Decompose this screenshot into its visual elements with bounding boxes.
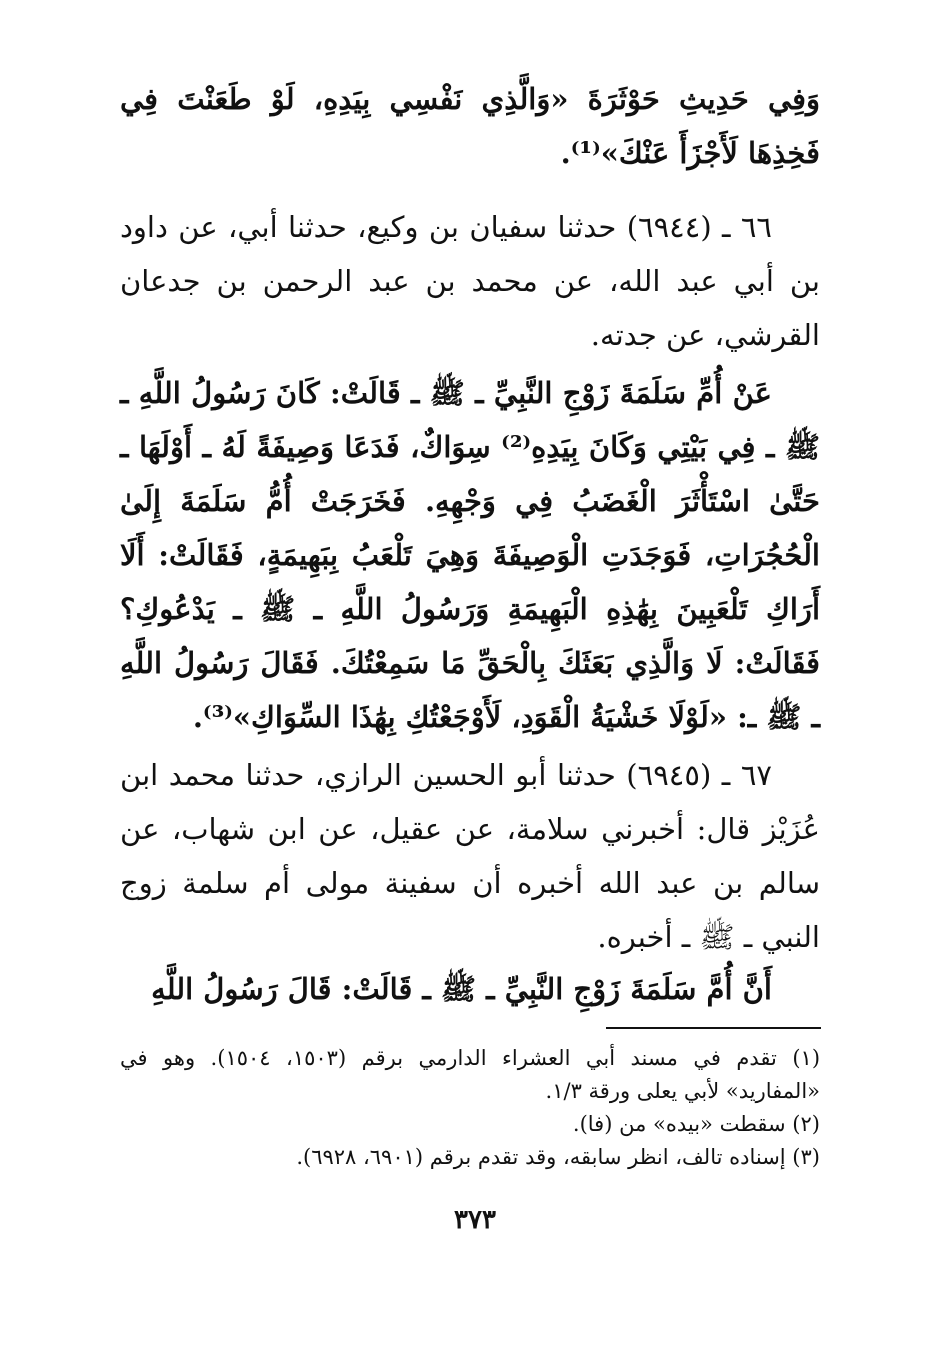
hadith-continuation [120,72,820,180]
footnote-3: (٣) إسناده تالف، انظر سابقه، وقد تقدم برقم (٦٩٠١، ٦٩٢٨). [296,1145,820,1169]
paragraph-matn-umm-salama: عَنْ أُمِّ سَلَمَةَ زَوْجِ النَّبِيِّ ـ ﷺ ـ قَالَتْ: كَانَ رَسُولُ اللَّهِ ـ ﷺ ـ فِي بَيْتِي وَكَانَ بِيَدِهِ⁽²⁾ سِوَاكٌ، فَدَعَا وَصِيفَةً لَهُ ـ أَوْلَهَا ـ حَتَّىٰ اسْتَأْثَرَ الْغَضَبُ فِي وَجْهِهِ. فَخَرَجَتْ أُمُّ سَلَمَةَ إِلَىٰ الْحُجُرَاتِ، فَوَجَدَتِ الْوَصِيفَةَ وَهِيَ تَلْعَبُ بِبَهِيمَةٍ، فَقَالَتْ: أَلَا أَرَاكِ تَلْعَبِينَ بِهَٰذِهِ الْبَهِيمَةِ وَرَسُولُ اللَّهِ ـ ﷺ ـ يَدْعُوكِ؟ فَقَالَتْ: لَا وَالَّذِي بَعَثَكَ بِالْحَقِّ مَا سَمِعْتُكَ. فَقَالَ رَسُولُ اللَّهِ ـ ﷺ ـ: «لَوْلَا خَشْيَةُ الْقَوَدِ، لَأَوْجَعْتُكِ بِهَٰذَا السِّوَاكِ»⁽³⁾. [120,376,821,734]
page-number: ٣٧٣ [454,1205,496,1235]
paragraph-hawthara: وَفِي حَدِيثِ حَوْثَرَةَ «وَالَّذِي نَفْسِي بِيَدِهِ، لَوْ طَعَنْتَ فِي فَخِذِهَا لَأَجْزَأَ عَنْكَ»⁽¹⁾. [120,82,820,170]
footnote-2: (٢) سقطت «بيده» من (فا). [572,1112,820,1136]
matn-67 [120,962,820,1016]
isnad-66 [120,200,820,362]
paragraph-matn-67-start: أَنَّ أُمَّ سَلَمَةَ زَوْجِ النَّبِيِّ ـ ﷺ ـ قَالَتْ: قَالَ رَسُولُ اللَّهِ [151,972,772,1006]
paragraph-isnad-6944: ٦٦ ـ (٦٩٤٤) حدثنا سفيان بن وكيع، حدثنا أبي، عن داود بن أبي عبد الله، عن محمد بن عبد الرحمن بن جدعان القرشي، عن جدته. [120,210,820,352]
footnote-1: (١) تقدم في مسند أبي العشراء الدارمي برقم (١٥٠٣، ١٥٠٤). وهو في «المفاريد» لأبي يعلى ورقة ١/٣. [120,1046,821,1103]
paragraph-isnad-6945: ٦٧ ـ (٦٩٤٥) حدثنا أبو الحسين الرازي، حدثنا محمد ابن عُزَيْز قال: أخبرني سلامة، عن عقيل، عن ابن شهاب، عن سالم بن عبد الله أخبره أن سفينة مولى أم سلمة زوج النبي ـ ﷺ ـ أخبره. [120,758,820,954]
isnad-67 [120,748,820,964]
footnotes [120,1042,820,1174]
matn-66 [120,366,820,744]
footnote-separator [606,1027,821,1029]
